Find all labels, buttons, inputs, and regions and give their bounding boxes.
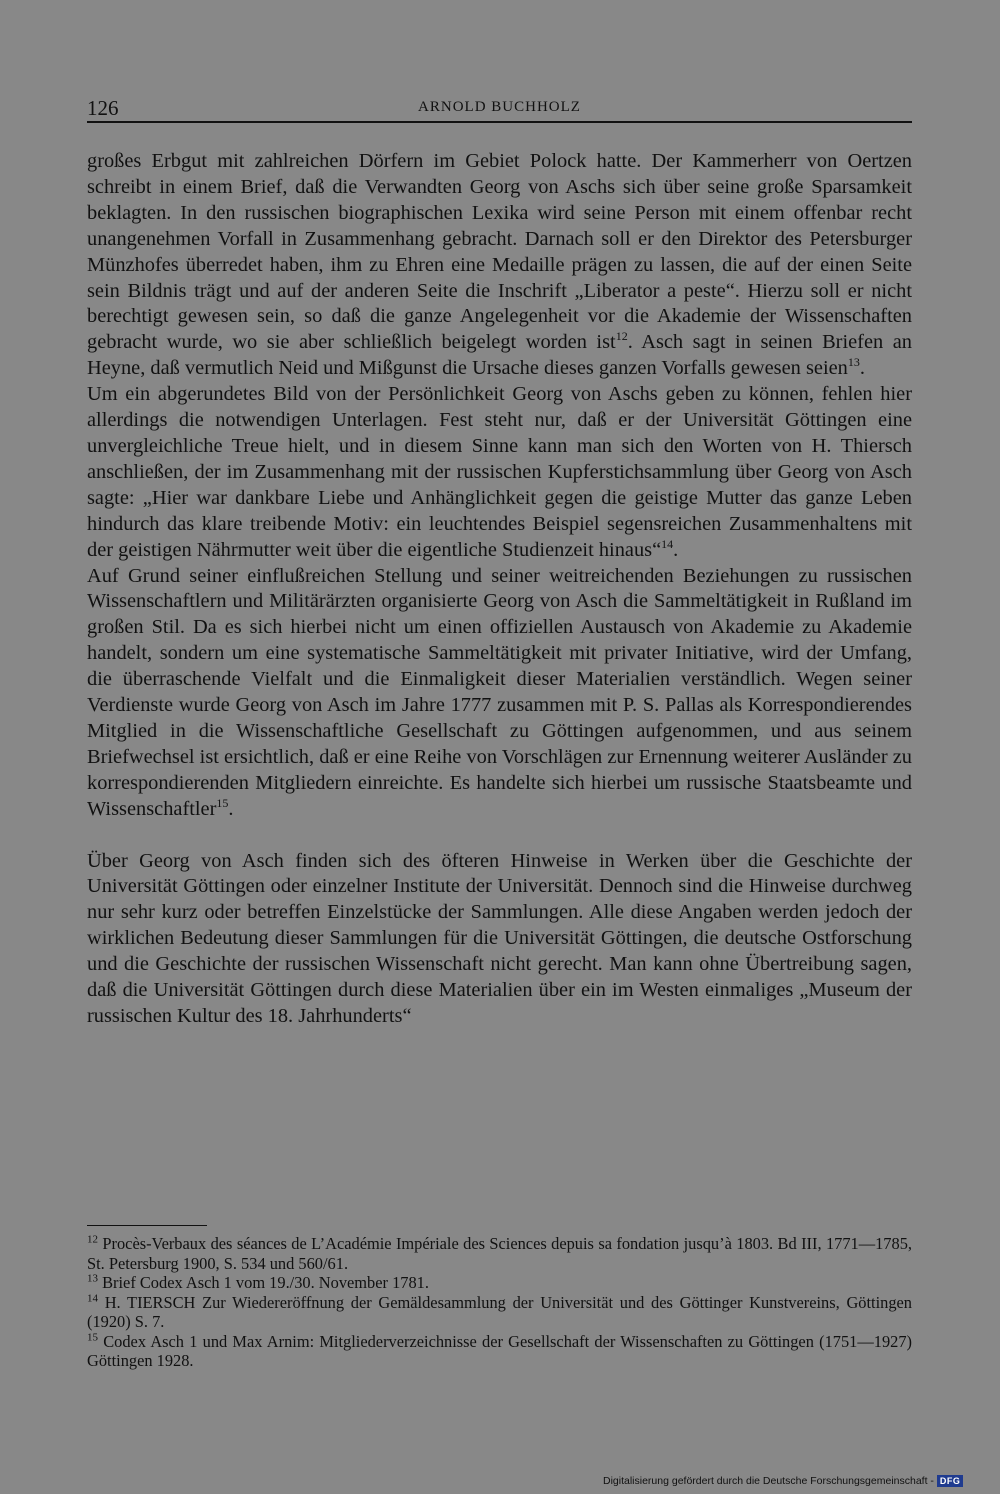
paragraph-3: Auf Grund seiner einflußreichen Stellung und seiner weitreichenden Beziehungen zu russischen Wissenschaftlern und Militärärzten organisierte Georg von Asch die Sammeltätigkeit in Rußland im großen Stil. Da es sich hierbei nicht um einen offiziellen Austausch von Akademie zu Akademie handelt, sondern um eine systematische Sammeltätigkeit mit privater Initiative, wird der Umfang, die überraschende Vielfalt und die Einmaligkeit dieser Materialien verständlich. Wegen seiner Verdienste wurde Georg von Asch im Jahre 1777 zusammen mit P. S. Pallas als Korrespondierendes Mitglied in die Wissenschaftliche Gesellschaft zu Göttingen aufgenommen, und aus seinem Briefwechsel ist ersichtlich, daß er eine Reihe von Vorschlägen zur Ernennung weiterer Ausländer zu korrespondierenden Mitgliedern einreichte. Es handelte sich hierbei um russische Staatsbeamte und Wissenschaftler$^{15}$. (87, 564, 912, 820)
footnote-ref-12: 12 (615, 329, 628, 344)
main-text (87, 149, 912, 1030)
dfg-logo: DFG (937, 1475, 964, 1487)
paragraph-1: großes Erbgut mit zahlreichen Dörfern im Gebiet Polock hatte. Der Kammerherr von Oertzen schreibt in einem Brief, daß die Verwandten Georg von Aschs sich über seine große Sparsamkeit beklagten. In den russischen biographischen Lexika wird seine Person mit einem offenbar recht unangenehmen Vorfall in Zusammenhang gebracht. Darnach soll er den Direktor des Petersburger Münzhofes überredet haben, ihm zu Ehren eine Medaille prägen zu lassen, die auf der einen Seite sein Bildnis trägt und auf der anderen Seite die Inschrift „Liberator a peste“. Hierzu soll er nicht berechtigt gewesen sein, so daß die ganze Angelegenheit vor die Akademie der Wissenschaften gebracht wurde, wo sie aber schließlich beigelegt worden ist$^{12}$. Asch sagt in seinen Briefen an Heyne, daß vermutlich Neid und Mißgunst die Ursache dieses ganzen Vorfalls gewesen seien$^{13}$. (87, 150, 912, 380)
footnote-ref-13: 13 (847, 355, 860, 370)
footnote-ref-14: 14 (661, 536, 674, 551)
footnote-13: $^{13}$ Brief Codex Asch 1 vom 19./30. November 1781. (87, 1272, 429, 1292)
page-number: 126 (87, 96, 119, 120)
footnote-12: $^{12}$ Procès-Verbaux des séances de L’Académie Impériale des Sciences depuis sa fondation jusqu’à 1803. Bd III, 1771—1785, St. Petersburg 1900, S. 534 und 560/61. (87, 1233, 912, 1273)
paragraph-2: Um ein abgerundetes Bild von der Persönlichkeit Georg von Aschs geben zu können, fehlen hier allerdings die notwendigen Unterlagen. Fest steht nur, daß er der Universität Göttingen eine unvergleichliche Treue hielt, und in diesem Sinne kann man sich den Worten von H. Thiersch anschließen, der im Zusammenhang mit der russischen Kupferstichsammlung über Georg von Asch sagte: „Hier war dankbare Liebe und Anhänglichkeit gegen die geistige Mutter das ganze Leben hindurch das klare treibende Motiv: ein leuchtendes Beispiel segensreichen Zusammenhaltens mit der geistigen Nährmutter weit über die eigentliche Studienzeit hinaus“$^{14}$. (87, 383, 912, 561)
paragraph-4: Über Georg von Asch finden sich des öfteren Hinweise in Werken über die Geschichte der Universität Göttingen oder einzelner Institute der Universität. Dennoch sind die Hinweise durchweg nur sehr kurz oder betreffen Einzelstücke der Sammlungen. Alle diese Angaben werden jedoch der wirklichen Bedeutung dieser Sammlungen für die Universität Göttingen, die deutsche Ostforschung und die Geschichte der russischen Wissenschaft nicht gerecht. Man kann ohne Übertreibung sagen, daß die Universität Göttingen durch diese Materialien über ein im Westen einmaliges „Museum der russischen Kultur des 18. Jahrhunderts“ (87, 849, 912, 1027)
running-head: ARNOLD BUCHHOLZ (418, 99, 581, 115)
page-header (87, 96, 912, 122)
header-rule (87, 121, 912, 123)
footnote-ref-15: 15 (216, 795, 229, 810)
footnote-14: $^{14}$ H. TIERSCH Zur Wiedereröffnung der Gemäldesammlung der Universität und des Göttinger Kunstvereins, Göttingen (1920) S. 7. (87, 1292, 912, 1331)
digitization-credit (603, 1475, 963, 1487)
footnote-15: $^{15}$ Codex Asch 1 und Max Arnim: Mitgliederverzeichnisse der Gesellschaft der Wissenschaften zu Göttingen (1751—1927) Göttingen 1928. (87, 1331, 912, 1370)
footnote-rule (87, 1225, 207, 1226)
footnotes (87, 1234, 912, 1371)
credit-text: Digitalisierung gefördert durch die Deutsche Forschungsgemeinschaft - (603, 1475, 934, 1487)
